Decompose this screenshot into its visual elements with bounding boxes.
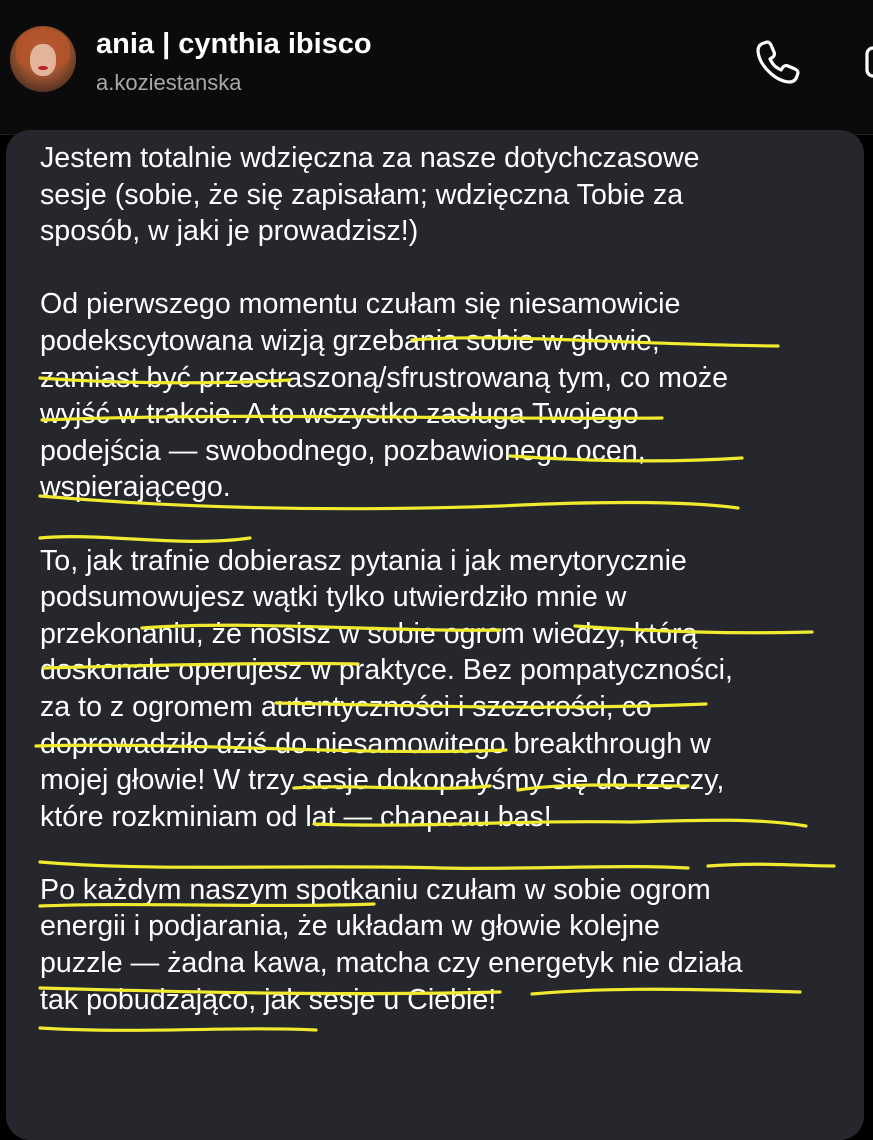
message-line: za to z ogromem autentyczności i szczerości, co — [40, 690, 652, 723]
message-paragraph-4 — [40, 872, 860, 1018]
message-line: podejścia — swobodnego, pozbawionego ocen, — [40, 434, 646, 467]
message-text — [40, 140, 860, 1055]
avatar[interactable] — [10, 26, 76, 92]
phone-icon[interactable] — [750, 34, 806, 90]
message-line: doskonale operujesz w praktyce. Bez pompatyczności, — [40, 654, 733, 687]
avatar-lips — [38, 66, 48, 70]
message-line: sesje (sobie, że się zapisałam; wdzięczna Tobie za — [40, 178, 684, 211]
message-paragraph-2 — [40, 286, 860, 506]
message-line: podsumowujesz wątki tylko utwierdziło mnie w — [40, 581, 627, 614]
message-paragraph-1 — [40, 140, 860, 250]
message-line: Jestem totalnie wdzięczna za nasze dotychczasowe — [40, 142, 700, 174]
avatar-face — [30, 44, 56, 76]
message-line: wspierającego. — [40, 471, 231, 504]
message-line: energii i podjarania, że układam w głowie kolejne — [40, 910, 660, 943]
message-line: tak pobudzająco, jak sesje u Ciebie! — [40, 983, 497, 1016]
message-line: wyjść w trakcie. A to wszystko zasługa Twojego — [40, 398, 639, 431]
chat-header — [0, 0, 873, 135]
contact-name[interactable]: ania | cynthia ibisco — [96, 28, 372, 60]
message-line: puzzle — żadna kawa, matcha czy energetyk nie działa — [40, 947, 743, 980]
contact-username[interactable]: a.koziestanska — [96, 70, 242, 95]
message-line: mojej głowie! W trzy sesje dokopałyśmy się do rzeczy, — [40, 764, 725, 797]
message-line: doprowadziło dziś do niesamowitego breakthrough w — [40, 727, 711, 760]
message-line: sposób, w jaki je prowadzisz!) — [40, 215, 419, 248]
video-camera-icon[interactable] — [856, 34, 873, 90]
message-line: zamiast być przestraszoną/sfrustrowaną tym, co może — [40, 361, 729, 394]
message-paragraph-3 — [40, 543, 860, 836]
message-line: To, jak trafnie dobierasz pytania i jak merytorycznie — [40, 544, 687, 577]
message-line: przekonaniu, że nosisz w sobie ogrom wiedzy, którą — [40, 617, 698, 650]
message-line: podekscytowana wizją grzebania sobie w głowie, — [40, 324, 660, 357]
message-line: które rozkminiam od lat — chapeau bas! — [40, 800, 552, 833]
message-line: Po każdym naszym spotkaniu czułam w sobie ogrom — [40, 873, 711, 906]
message-line: Od pierwszego momentu czułam się niesamowicie — [40, 288, 681, 321]
